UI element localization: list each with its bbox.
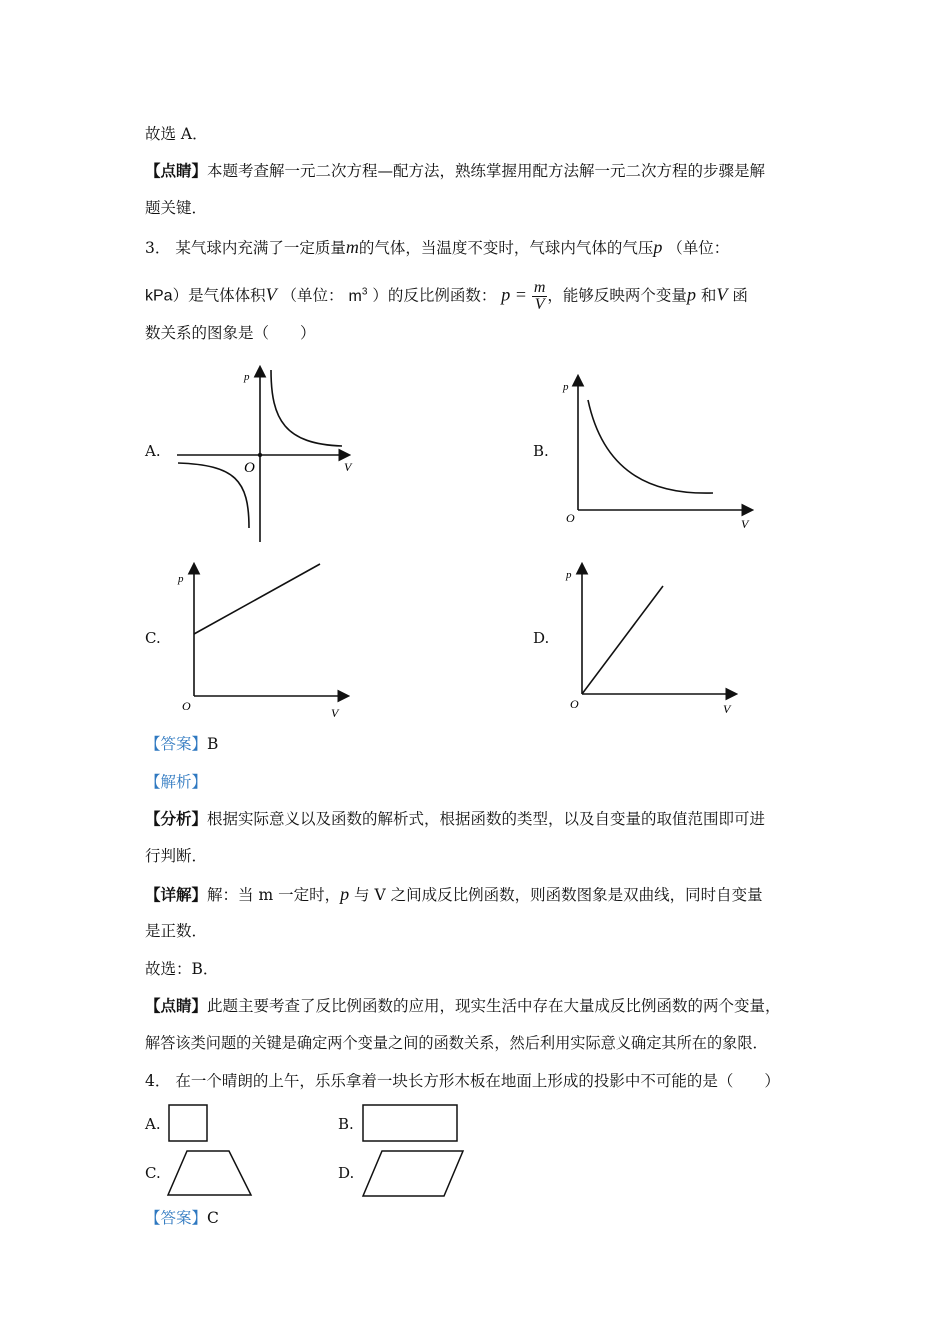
q4-answer-tag: 【答案】 (145, 1209, 208, 1227)
q3-dianjing-line-2: 解答该类问题的关键是确定两个变量之间的函数关系，然后利用实际意义确定其所在的象限． (145, 1034, 768, 1052)
q3-xiangjie-b: 与 V 之间成反比例函数，则函数图象是双曲线，同时自变量 (354, 886, 763, 904)
graph-a-curve-q3 (178, 463, 249, 528)
q3-xiangjie-tag: 【详解】 (145, 885, 208, 904)
graph-a-label-v: V (344, 460, 352, 474)
q3-fenxi-line-1 (145, 808, 765, 830)
q3-answer-tag: 【答案】 (145, 735, 208, 753)
q3-option-d-label[interactable]: D. (533, 629, 550, 647)
q3-text-1b: 的气体，当温度不变时，气球内气体的气压 (358, 239, 654, 257)
q3-var-p2: p (686, 284, 696, 305)
note-line-1 (145, 160, 765, 182)
q4-shape-trapezoid[interactable] (167, 1150, 255, 1198)
q4-line (145, 1070, 780, 1092)
q3-var-m: m (345, 237, 359, 257)
q4-shape-parallelogram[interactable] (362, 1150, 466, 1198)
graph-d-line (582, 586, 663, 694)
q3-text-2f: 函 (732, 286, 748, 305)
q4-number: 4． (145, 1072, 171, 1090)
q3-text-1c: （单位： (667, 239, 730, 257)
q3-fenxi-text-1: 根据实际意义以及函数的解析式，根据函数的类型，以及自变量的取值范围即可进 (207, 810, 766, 828)
q4-option-c-label[interactable]: C. (145, 1164, 161, 1182)
graph-d-label-v: V (723, 702, 731, 716)
q3-graph-a[interactable] (170, 360, 370, 550)
q3-text-2b: （单位： (281, 286, 344, 305)
graph-b-label-o: O (566, 511, 575, 525)
q3-var-p: p (653, 237, 663, 257)
graph-b-curve (588, 400, 713, 493)
q4-answer: C (207, 1209, 219, 1227)
q4-text: 在一个晴朗的上午，乐乐拿着一块长方形木板在地面上形成的投影中不可能的是（ ） (175, 1072, 780, 1090)
note-line-2: 题关键． (145, 199, 208, 217)
conclusion-line: 故选 A． (145, 125, 208, 143)
q3-unit-m3: $m^3$ (348, 286, 368, 305)
graph-d-label-o: O (570, 697, 579, 711)
q3-xiangjie-p: p (340, 884, 350, 904)
q4-option-a-label[interactable]: A. (145, 1115, 161, 1133)
q4-option-b-label[interactable]: B. (338, 1115, 354, 1133)
note-tag: 【点睛】 (145, 161, 208, 180)
q3-choose: 故选：B． (145, 960, 219, 978)
q3-xiangjie-line-1 (145, 883, 763, 906)
graph-b-label-v: V (741, 517, 749, 531)
q3-text-1a: 某气球内充满了一定质量 (175, 239, 346, 257)
q3-text-2e: 和 (700, 286, 717, 305)
q3-line-1 (145, 236, 729, 259)
q3-dianjing-tag: 【点睛】 (145, 996, 208, 1015)
q3-option-b-label[interactable]: B. (533, 442, 549, 460)
q3-fenxi-line-2: 行判断． (145, 847, 208, 865)
q3-graph-d[interactable] (558, 555, 748, 725)
q3-line-2 (145, 280, 748, 313)
q3-line-3: 数关系的图象是（ ） (145, 324, 316, 342)
q3-answer-line (145, 733, 218, 755)
graph-c-line (194, 564, 320, 634)
q3-text-2c: ）的反比例函数： (372, 286, 497, 305)
q3-var-v2: V (716, 284, 728, 305)
graph-b-label-p: p (563, 381, 569, 393)
q3-answer: B (207, 735, 219, 753)
graph-a-curve-q1 (271, 370, 342, 446)
q3-var-v: V (265, 284, 277, 305)
q3-text-2a: ）是气体体积 (172, 286, 266, 305)
q3-option-c-label[interactable]: C. (145, 629, 161, 647)
graph-a-label-p: p (244, 371, 250, 383)
q3-option-a-label[interactable]: A. (145, 442, 161, 460)
q3-formula-fraction: $\frac{m}{V}$ (533, 279, 546, 313)
q4-shape-rectangle[interactable] (362, 1104, 460, 1144)
q3-xiangjie-line-2: 是正数． (145, 922, 208, 940)
graph-d-label-p: p (566, 569, 572, 581)
graph-c-label-o: O (182, 699, 191, 713)
q3-text-2d: ，能够反映两个变量 (547, 286, 687, 305)
q3-analysis-tag: 【解析】 (145, 773, 208, 791)
q3-formula-lhs: p = (501, 284, 527, 305)
q3-unit-kpa: kPa (145, 287, 173, 305)
graph-c-label-v: V (331, 706, 339, 720)
q3-dianjing-line-1 (145, 995, 781, 1017)
note-text-1: 本题考查解一元二次方程—配方法，熟练掌握用配方法解一元二次方程的步骤是解 (207, 162, 766, 180)
q3-graph-c[interactable] (170, 555, 360, 725)
q3-fenxi-tag: 【分析】 (145, 809, 208, 828)
q4-answer-line (145, 1207, 219, 1229)
graph-a-origin-dot (258, 453, 262, 457)
graph-a-label-o: O (244, 460, 255, 476)
q3-xiangjie-a: 解：当 m 一定时， (207, 886, 341, 904)
graph-c-label-p: p (178, 573, 184, 585)
q3-dianjing-text-1: 此题主要考查了反比例函数的应用，现实生活中存在大量成反比例函数的两个变量， (207, 997, 781, 1015)
q4-shape-square[interactable] (168, 1104, 210, 1144)
q3-number: 3． (145, 239, 171, 257)
q4-option-d-label[interactable]: D. (338, 1164, 355, 1182)
q3-graph-b[interactable] (558, 370, 758, 535)
